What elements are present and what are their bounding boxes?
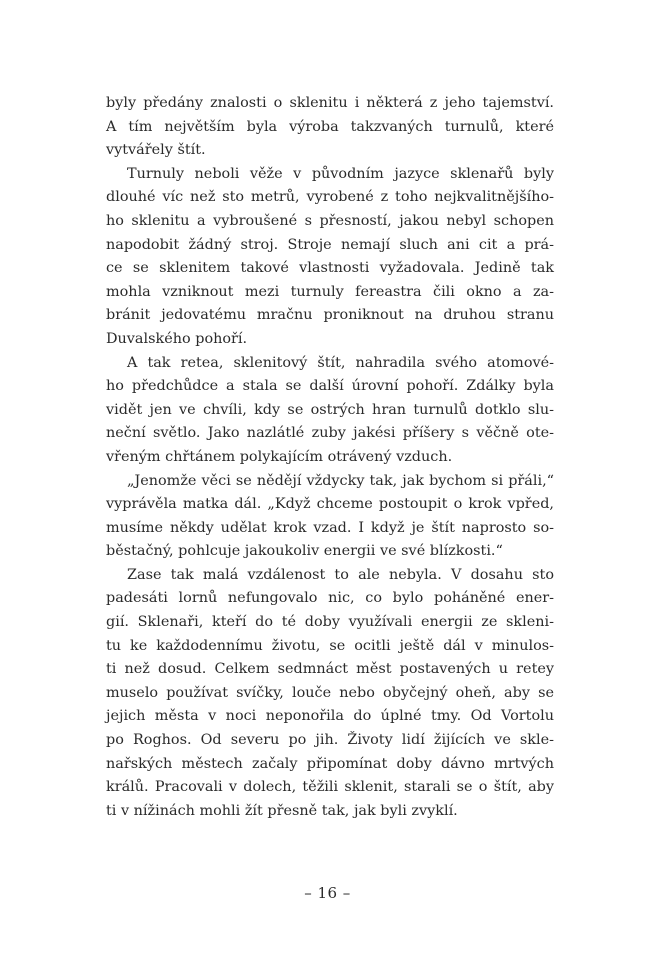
text-line: nařských městech začaly připomínat doby dávno mrtvých (106, 755, 554, 772)
text-line: byly předány znalosti o sklenitu i některá z jeho tajemství. (106, 95, 554, 111)
text-line: tu ke každodennímu životu, se ocitli ještě dál v minulos- (106, 637, 554, 654)
text-line: králů. Pracovali v dolech, těžili sklenit, starali se o štít, aby (106, 779, 554, 796)
text-line: Duvalského pohoří. (106, 330, 248, 347)
text-line: ho předchůdce a stala se další úrovní pohoří. Zdálky byla (106, 378, 554, 395)
text-line: vyprávěla matka dál. „Když chceme postoupit o krok vpřed, (106, 496, 554, 513)
text-line: ho sklenitu a vybroušené s přesností, jakou nebyl schopen (106, 212, 554, 229)
text-line: musíme někdy udělat krok vzad. I když je štít naprosto so- (106, 519, 554, 536)
text-line: A tak retea, sklenitový štít, nahradila svého atomové- (127, 354, 554, 371)
text-line: neční světlo. Jako nazlátlé zuby jakési příšery s věčně ote- (106, 425, 554, 442)
text-line: „Jenomže věci se nědějí vždycky tak, jak bychom si přáli,“ (127, 472, 554, 489)
text-line: gií. Sklenaři, kteří do té doby využívali energii ze skleni- (106, 614, 554, 631)
text-line: ce se sklenitem takové vlastnosti vyžadovala. Jedině tak (106, 260, 554, 277)
text-line: mohla vzniknout mezi turnuly fereastra čili okno a za- (106, 283, 554, 300)
text-line: bránit jedovatému mračnu proniknout na druhou stranu (106, 307, 554, 324)
text-line: vidět jen ve chvíli, kdy se ostrých hran turnulů dotklo slu- (106, 401, 554, 418)
page-number: – 16 – (304, 884, 351, 902)
text-line: Zase tak malá vzdálenost to ale nebyla. V dosahu sto (127, 566, 554, 583)
text-line: muselo používat svíčky, louče nebo obyčejný oheň, aby se (106, 684, 554, 701)
text-line: A tím největším byla výroba takzvaných turnulů, které (106, 118, 554, 135)
text-line: vřeným chřtánem polykajícím otrávený vzduch. (106, 448, 453, 465)
book-page-text (106, 92, 554, 823)
text-line: ti v nížinách mohli žít přesně tak, jak byli zvyklí. (106, 802, 458, 819)
text-line: padesáti lornů nefungovalo nic, co bylo poháněné ener- (106, 590, 554, 607)
text-line: Turnuly neboli věže v původním jazyce sklenařů byly (127, 165, 554, 182)
text-line: napodobit žádný stroj. Stroje nemají sluch ani cit a prá- (106, 236, 554, 253)
text-line: ti než dosud. Celkem sedmnáct měst postavených u retey (106, 661, 554, 678)
text-line: dlouhé víc než sto metrů, vyrobené z toho nejkvalitnějšího- (106, 189, 554, 206)
text-line: po Roghos. Od severu po jih. Životy lidí žijících ve skle- (106, 732, 554, 749)
text-line: běstačný, pohlcuje jakoukoliv energii ve své blízkosti.“ (106, 543, 503, 560)
text-line: vytvářely štít. (106, 142, 206, 159)
text-line: jejich města v noci neponořila do úplné tmy. Od Vortolu (106, 708, 554, 725)
